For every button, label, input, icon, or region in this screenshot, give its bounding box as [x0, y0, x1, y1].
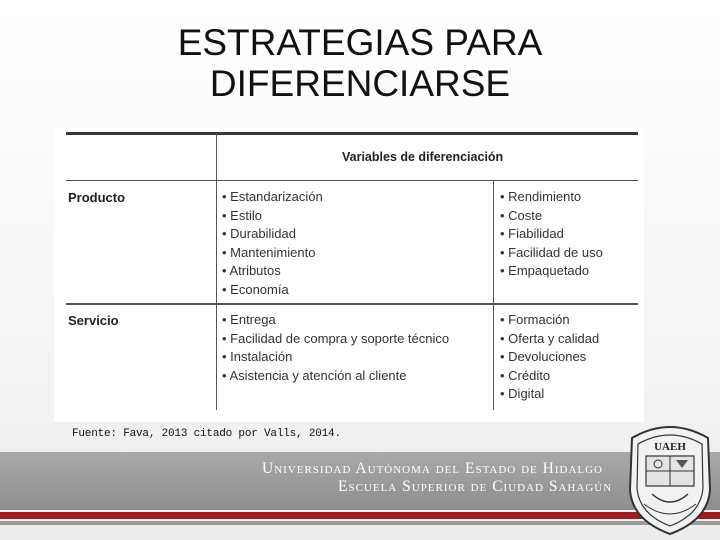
slide-title	[0, 22, 720, 104]
university-seal-logo	[622, 420, 718, 538]
row-label-producto: Producto	[68, 190, 126, 205]
list-item: • Formación	[500, 311, 599, 330]
list-item: • Estilo	[222, 207, 323, 226]
university-name: Universidad Autónoma del Estado de Hidalgo	[262, 460, 603, 477]
list-item: • Atributos	[222, 262, 323, 281]
list-item: • Facilidad de uso	[500, 244, 603, 263]
producto-list-1	[222, 188, 323, 300]
servicio-list-1	[222, 311, 449, 385]
title-line-1: ESTRATEGIAS PARA	[177, 22, 543, 63]
list-item: • Facilidad de compra y soporte técnico	[222, 330, 449, 349]
list-item: • Crédito	[500, 367, 599, 386]
table-top-rule	[66, 132, 638, 135]
list-item: • Asistencia y atención al cliente	[222, 367, 449, 386]
list-item: • Instalación	[222, 348, 449, 367]
list-item: • Digital	[500, 385, 599, 404]
list-item: • Empaquetado	[500, 262, 603, 281]
table-header-rule	[66, 180, 638, 181]
list-item: • Devoluciones	[500, 348, 599, 367]
footer-accent-stripe	[0, 512, 720, 519]
table-column-divider	[493, 181, 494, 410]
list-item: • Rendimiento	[500, 188, 603, 207]
title-line-2: DIFERENCIARSE	[209, 63, 511, 104]
producto-list-2	[500, 188, 603, 281]
list-item: • Oferta y calidad	[500, 330, 599, 349]
list-item: • Fiabilidad	[500, 225, 603, 244]
table-row-divider	[66, 303, 638, 305]
row-label-servicio: Servicio	[68, 313, 119, 328]
list-item: • Coste	[500, 207, 603, 226]
list-item: • Entrega	[222, 311, 449, 330]
differentiation-table	[54, 128, 644, 422]
list-item: • Estandarización	[222, 188, 323, 207]
table-header: Variables de diferenciación	[342, 150, 504, 164]
list-item: • Economía	[222, 281, 323, 300]
list-item: • Mantenimiento	[222, 244, 323, 263]
list-item: • Durabilidad	[222, 225, 323, 244]
servicio-list-2	[500, 311, 599, 404]
seal-text: UAEH	[654, 441, 686, 453]
school-name: Escuela Superior de Ciudad Sahagún	[338, 478, 613, 495]
table-column-divider	[216, 134, 217, 410]
source-note: Fuente: Fava, 2013 citado por Valls, 2014.	[72, 428, 341, 440]
footer-gray-stripe	[0, 521, 720, 525]
